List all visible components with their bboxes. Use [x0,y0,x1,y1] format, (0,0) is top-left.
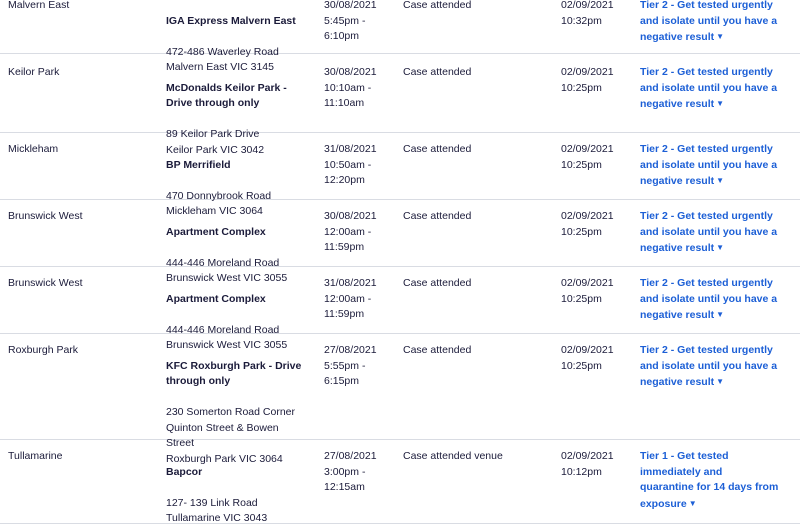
exposure-time-cell: 31/08/2021 12:00am - 11:59pm [324,277,377,320]
health-advice-toggle[interactable] [640,209,792,257]
suburb-cell: Keilor Park [8,66,60,78]
site-address: 230 Somerton Road Corner Quinton Street & Bowen Street Roxburgh Park VIC 3064 [166,406,295,465]
chevron-down-icon: ▼ [716,176,725,185]
added-time-cell: 02/09/2021 10:32pm [561,0,614,27]
exposure-time-cell: 31/08/2021 10:50am - 12:20pm [324,143,377,186]
suburb-cell: Malvern East [8,0,70,11]
health-advice-text: Tier 2 - Get tested urgently and isolate until you have a negative result [640,143,778,187]
added-time-cell: 02/09/2021 10:25pm [561,277,614,305]
health-advice-text: Tier 2 - Get tested urgently and isolate until you have a negative result [640,0,778,43]
table-row [0,209,800,284]
notes-cell: Case attended venue [403,450,503,462]
exposure-time-cell: 30/08/2021 5:45pm - 6:10pm [324,0,377,42]
suburb-cell: Mickleham [8,143,59,155]
notes-cell: Case attended [403,344,472,356]
site-address: 127- 139 Link Road Tullamarine VIC 3043 [166,496,268,524]
site-cell [166,449,318,525]
health-advice-toggle[interactable] [640,343,792,391]
exposure-time-cell: 30/08/2021 12:00am - 11:59pm [324,210,377,253]
chevron-down-icon: ▼ [716,99,725,108]
site-address: 89 Keilor Park Drive Keilor Park VIC 3042 [166,128,265,156]
notes-cell: Case attended [403,277,472,289]
added-time-cell: 02/09/2021 10:25pm [561,210,614,238]
site-title: BP Merrifield [166,158,231,171]
health-advice-text: Tier 2 - Get tested urgently and isolate until you have a negative result [640,277,778,321]
site-address: 470 Donnybrook Road Mickleham VIC 3064 [166,189,272,217]
health-advice-toggle[interactable] [640,142,792,190]
site-address: 444-446 Moreland Road Brunswick West VIC 3055 [166,256,288,284]
added-time-cell: 02/09/2021 10:25pm [561,143,614,171]
health-advice-toggle[interactable] [640,65,792,113]
health-advice-text: Tier 2 - Get tested urgently and isolate until you have a negative result [640,344,778,388]
chevron-down-icon: ▼ [716,243,725,252]
suburb-cell: Brunswick West [8,277,83,289]
added-time-cell: 02/09/2021 10:25pm [561,66,614,94]
health-advice-text: Tier 2 - Get tested urgently and isolate until you have a negative result [640,210,778,254]
site-title: Bapcor [166,465,203,478]
site-title: KFC Roxburgh Park - Drive through only [166,359,302,387]
notes-cell: Case attended [403,0,472,11]
health-advice-toggle[interactable] [640,0,792,46]
site-title: Apartment Complex [166,225,266,238]
suburb-cell: Brunswick West [8,210,83,222]
health-advice-toggle[interactable] [640,276,792,324]
chevron-down-icon: ▼ [688,498,697,508]
exposure-time-cell: 27/08/2021 5:55pm - 6:15pm [324,344,377,387]
suburb-cell: Tullamarine [8,450,63,462]
site-title: IGA Express Malvern East [166,14,296,27]
health-advice-toggle[interactable] [640,449,792,512]
site-title: McDonalds Keilor Park - Drive through only [166,81,287,109]
suburb-cell: Roxburgh Park [8,344,79,356]
site-address: 444-446 Moreland Road Brunswick West VIC 3055 [166,323,288,351]
table-row [0,449,800,524]
added-time-cell: 02/09/2021 10:12pm [561,450,614,478]
notes-cell: Case attended [403,143,472,155]
site-title: Apartment Complex [166,292,266,305]
exposure-time-cell: 27/08/2021 3:00pm - 12:15am [324,450,377,493]
chevron-down-icon: ▼ [716,377,725,386]
health-advice-text: Tier 2 - Get tested urgently and isolate until you have a negative result [640,66,778,110]
health-advice-text: Tier 1 - Get tested immediately and quarantine for 14 days from exposure [640,450,779,510]
exposure-time-cell: 30/08/2021 10:10am - 11:10am [324,66,377,109]
added-time-cell: 02/09/2021 10:25pm [561,344,614,372]
chevron-down-icon: ▼ [716,310,725,319]
notes-cell: Case attended [403,210,472,222]
chevron-down-icon: ▼ [716,32,725,41]
site-address: 472-486 Waverley Road Malvern East VIC 3145 [166,45,279,73]
notes-cell: Case attended [403,66,472,78]
